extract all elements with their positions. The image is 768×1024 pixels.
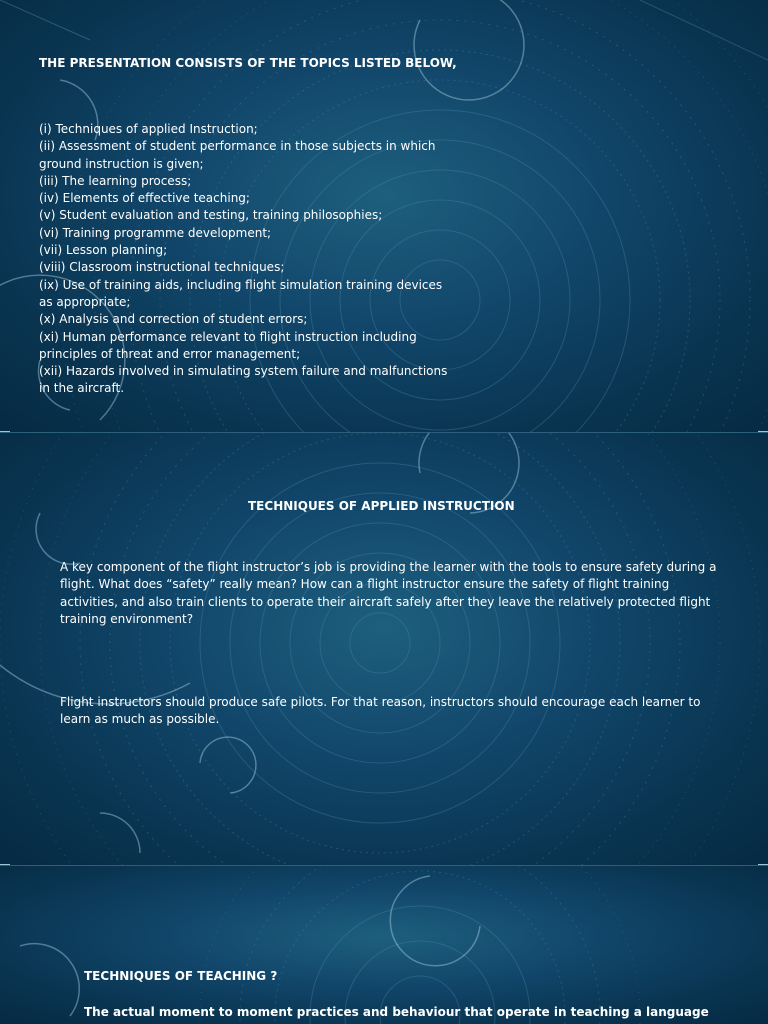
list-item: (viii) Classroom instructional techniques; (39, 260, 285, 275)
paragraph-line: Flight instructors should produce safe pilots. For that reason, instructors should encourage each learner to (60, 695, 701, 709)
topics-list (39, 121, 447, 398)
list-item: (ii) Assessment of student performance in those subjects in which (39, 139, 436, 154)
list-item: principles of threat and error management; (39, 346, 301, 361)
list-item: (vii) Lesson planning; (39, 243, 168, 258)
slide2-heading: TECHNIQUES OF APPLIED INSTRUCTION (248, 499, 515, 513)
safety-paragraph (60, 559, 720, 629)
slide1-heading: THE PRESENTATION CONSISTS OF THE TOPICS LISTED BELOW, (39, 56, 457, 70)
paragraph-line: A key component of the flight instructor’s job is providing the learner with the tools to ensure safety during a (60, 560, 717, 574)
background-rings-decoration (0, 433, 768, 865)
paragraph-line: The actual moment to moment practices and behaviour that operate in teaching a language (84, 1005, 709, 1019)
background-rings-decoration (0, 866, 768, 1024)
list-item: as appropriate; (39, 294, 131, 309)
teaching-paragraph (84, 1004, 724, 1021)
safe-pilots-paragraph (60, 694, 720, 729)
list-item: (x) Analysis and correction of student errors; (39, 312, 308, 327)
list-item: (v) Student evaluation and testing, training philosophies; (39, 208, 383, 223)
slide-topics-overview (0, 0, 768, 432)
slide3-heading: TECHNIQUES OF TEACHING ? (84, 969, 278, 983)
paragraph-line: activities, and also train clients to operate their aircraft safely after they leave the relatively protected flight (60, 594, 711, 609)
slide-techniques-of-teaching (0, 866, 768, 1024)
list-item: (xii) Hazards involved in simulating system failure and malfunctions (39, 364, 448, 379)
list-item: (vi) Training programme development; (39, 225, 272, 240)
slide-applied-instruction (0, 433, 768, 865)
paragraph-line: flight. What does “safety” really mean? How can a flight instructor ensure the safety of flight training (60, 577, 670, 592)
list-item: (xi) Human performance relevant to flight instruction including (39, 329, 417, 344)
list-item: ground instruction is given; (39, 156, 204, 171)
list-item: (ix) Use of training aids, including flight simulation training devices (39, 277, 443, 292)
list-item: (iv) Elements of effective teaching; (39, 191, 250, 206)
paragraph-line: training environment? (60, 612, 194, 627)
list-item: in the aircraft. (39, 381, 125, 396)
paragraph-line: learn as much as possible. (60, 712, 220, 727)
list-item: (iii) The learning process; (39, 173, 192, 188)
list-item: (i) Techniques of applied Instruction; (39, 122, 258, 136)
